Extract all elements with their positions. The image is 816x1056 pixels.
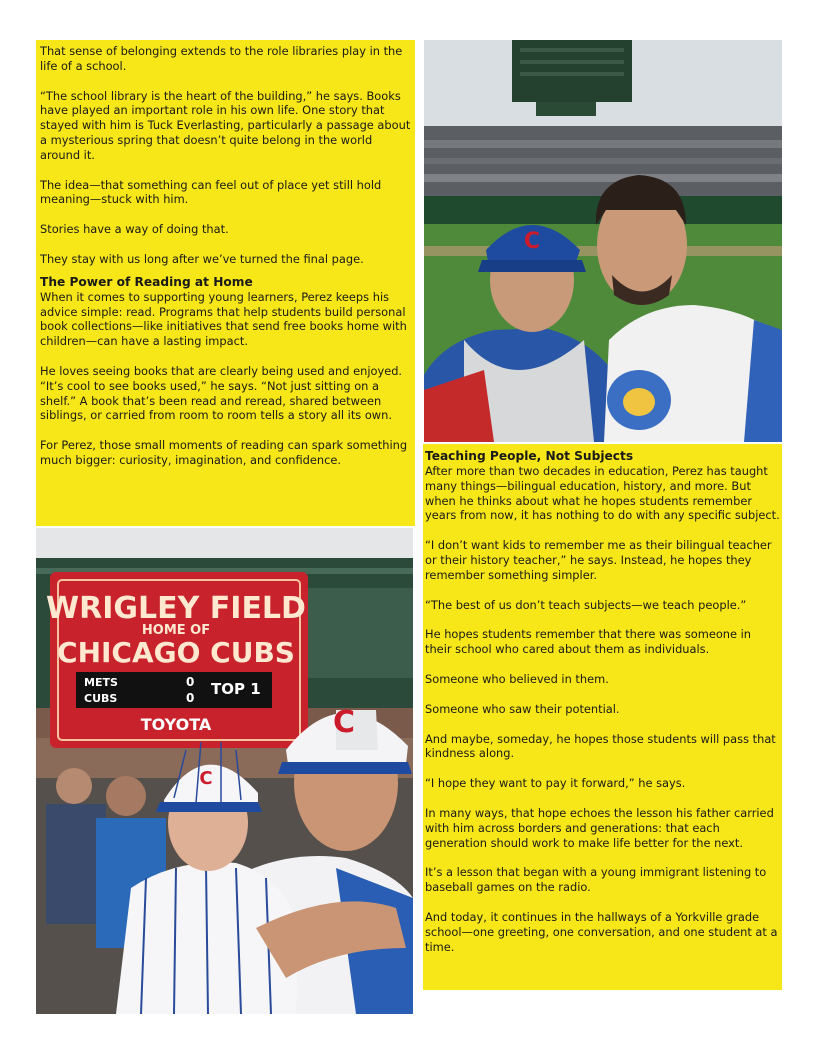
score-team1: METS (84, 676, 118, 689)
paragraph: “The best of us don’t teach subjects—we teach people.” (425, 597, 747, 612)
score-value2: 0 (186, 691, 195, 705)
paragraph: He loves seeing books that are clearly being used and enjoyed. “It’s cool to see books used,” he says. “Not just sitting on a shelf.” A book that’s been read and reread, shared between siblings, or carried from room to room tells a story all its own. (40, 363, 403, 423)
paragraph: Someone who believed in them. (425, 671, 609, 686)
stadium-portrait-photo (424, 40, 782, 442)
paragraph: “I hope they want to pay it forward,” he says. (425, 776, 686, 791)
sign-title: WRIGLEY FIELD (46, 591, 306, 626)
paragraph: After more than two decades in education, Perez has taught many things—bilingual education, history, and more. But when he thinks about what he hopes students remember years from now, it has nothing to do with any specific subject. (425, 464, 780, 523)
paragraph: “I don’t want kids to remember me as their bilingual teacher or their history teacher,” he says. Instead, he hopes they remember something simpler. (425, 538, 772, 582)
section-heading: Teaching People, Not Subjects (425, 449, 634, 463)
score-value1: 0 (186, 675, 195, 689)
paragraph: Stories have a way of doing that. (40, 222, 229, 237)
paragraph: They stay with us long after we’ve turned the final page. (40, 251, 364, 266)
section-heading: The Power of Reading at Home (40, 274, 253, 289)
paragraph: That sense of belonging extends to the role libraries play in the life of a school. (40, 44, 403, 73)
cap-logo: C (523, 229, 541, 254)
sign-subtitle: HOME OF (141, 623, 211, 638)
sponsor-logo: TOYOTA (140, 715, 212, 734)
cap-logo: C (199, 768, 213, 789)
paragraph: And today, it continues in the hallways of a Yorkville grade school—one greeting, one conversation, and one student at a time. (425, 909, 778, 954)
paragraph: It’s a lesson that began with a young immigrant listening to baseball games on the radio. (425, 865, 767, 895)
paragraph: For Perez, those small moments of reading can spark something much bigger: curiosity, imagination, and confidence. (40, 438, 408, 467)
paragraph: Someone who saw their potential. (425, 701, 620, 716)
left-text-panel (36, 40, 415, 526)
paragraph: When it comes to supporting young learners, Perez keeps his advice simple: read. Programs that help students build personal book collections—like initiatives that send free books home with children—can have a lasting impact. (40, 289, 407, 349)
right-text-panel (423, 444, 782, 990)
paragraph: In many ways, that hope echoes the lesson his father carried with him across borders and generations: that each generation should work to make life better for the next. (425, 805, 774, 850)
cap-logo: C (332, 705, 356, 740)
score-team2: CUBS (84, 692, 118, 705)
paragraph: “The school library is the heart of the building,” he says. Books have played an important role in his own life. One story that stayed with him is Tuck Everlasting, particularly a passage about a mysterious spring that doesn’t quite belong in the world around it. (40, 88, 411, 162)
sign-team: CHICAGO CUBS (57, 636, 295, 669)
paragraph: He hopes students remember that there was someone in their school who cared about them as individuals. (425, 627, 752, 657)
paragraph: The idea—that something can feel out of place yet still hold meaning—stuck with him. (40, 177, 382, 207)
wrigley-field-selfie-photo (36, 528, 413, 1014)
paragraph: And maybe, someday, he hopes those students will pass that kindness along. (425, 731, 776, 761)
inning-indicator: TOP 1 (211, 680, 261, 698)
